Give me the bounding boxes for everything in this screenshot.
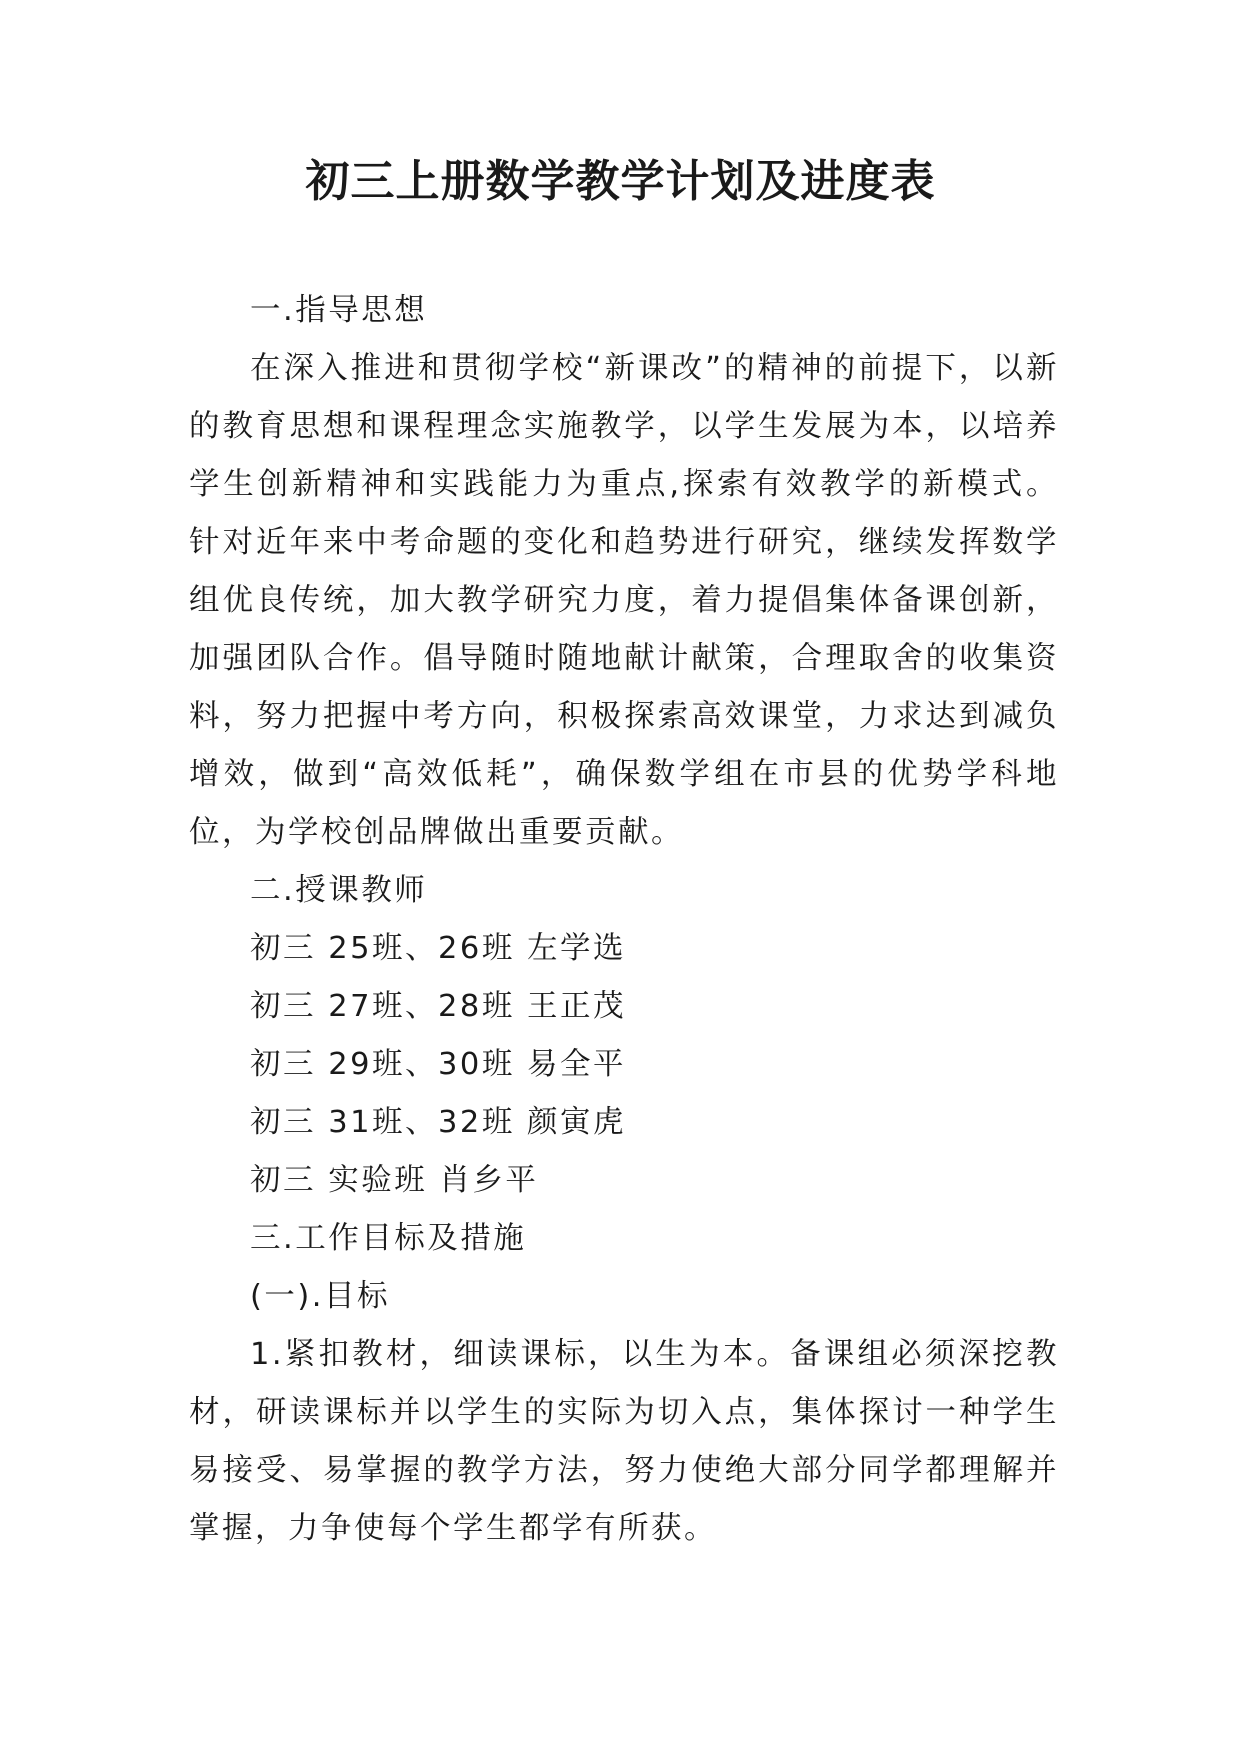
subsection-heading-goals: (一).目标 xyxy=(250,1279,390,1314)
document-body xyxy=(189,282,1059,1558)
teacher-line: 初三 25班、26班 左学选 xyxy=(250,931,627,966)
guiding-paragraph: 在深入推进和贯彻学校“新课改”的精神的前提下，以新的教育思想和课程理念实施教学，以学生发展为本，以培养学生创新精神和实践能力为重点,探索有效教学的新模式。针对近年来中考命题的变化和趋势进行研究，继续发挥数学组优良传统，加大教学研究力度，着力提倡集体备课创新，加强团队合作。倡导随时随地献计献策，合理取舍的收集资料，努力把握中考方向，积极探索高效课堂，力求达到减负增效，做到“高效低耗”，确保数学组在市县的优势学科地位，为学校创品牌做出重要贡献。 xyxy=(189,351,1059,850)
section-heading-goals: 三.工作目标及措施 xyxy=(250,1221,527,1256)
section-heading-guiding: 一.指导思想 xyxy=(250,293,428,328)
goal-paragraph-1: 1.紧扣教材，细读课标，以生为本。备课组必须深挖教材，研读课标并以学生的实际为切入点，集体探讨一种学生易接受、易掌握的教学方法，努力使绝大部分同学都理解并掌握，力争使每个学生都学有所获。 xyxy=(189,1337,1059,1546)
document-title: 初三上册数学教学计划及进度表 xyxy=(305,156,936,207)
teacher-line: 初三 29班、30班 易全平 xyxy=(250,1047,627,1082)
section-heading-teachers: 二.授课教师 xyxy=(250,873,428,908)
teacher-line: 初三 实验班 肖乡平 xyxy=(250,1163,539,1198)
teacher-line: 初三 27班、28班 王正茂 xyxy=(250,989,627,1024)
teacher-line: 初三 31班、32班 颜寅虎 xyxy=(250,1105,627,1140)
